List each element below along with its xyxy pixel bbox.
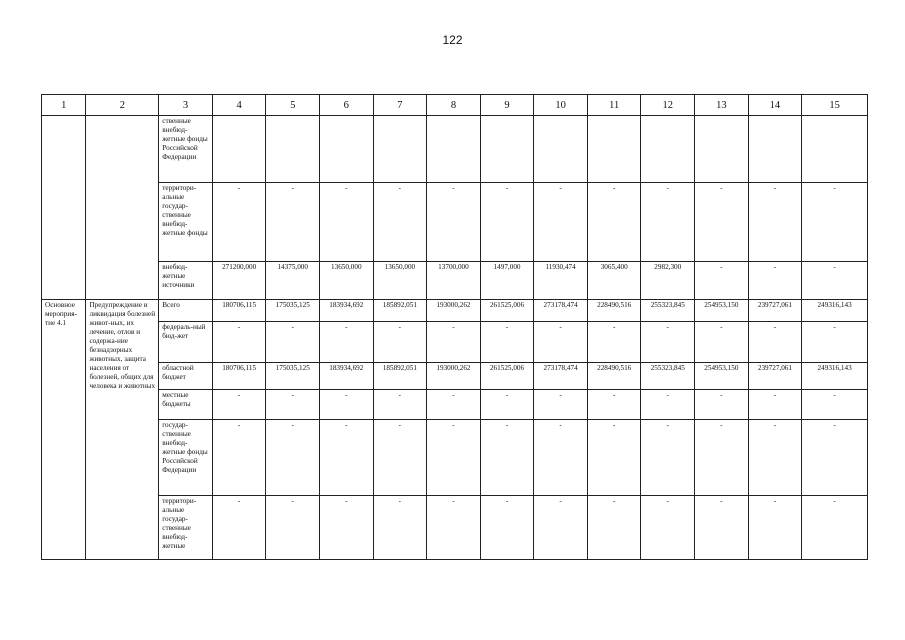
value-cell: -	[373, 183, 427, 262]
value-cell: 183934,692	[320, 363, 374, 390]
value-cell: -	[320, 420, 374, 496]
value-cell: 13650,000	[320, 262, 374, 300]
column-header: 13	[695, 95, 749, 116]
value-cell: -	[427, 390, 481, 420]
value-cell: -	[695, 183, 749, 262]
value-cell: -	[427, 496, 481, 560]
row-label: государ-ственные внебюд-жетные фонды Российской Федерации	[159, 420, 213, 496]
column-header: 12	[641, 95, 695, 116]
value-cell: -	[266, 420, 320, 496]
row-label: местные бюджеты	[159, 390, 213, 420]
value-cell: -	[695, 496, 749, 560]
value-cell: 228490,516	[587, 363, 641, 390]
header-row	[42, 95, 868, 116]
budget-table	[41, 94, 868, 560]
value-cell: -	[802, 496, 868, 560]
value-cell: -	[802, 183, 868, 262]
value-cell: 239727,061	[748, 363, 802, 390]
value-cell	[695, 116, 749, 183]
column-header: 8	[427, 95, 481, 116]
table-row	[42, 363, 868, 390]
value-cell: 13700,000	[427, 262, 481, 300]
value-cell: -	[373, 496, 427, 560]
column-header: 9	[480, 95, 534, 116]
column-header: 14	[748, 95, 802, 116]
value-cell: -	[480, 390, 534, 420]
value-cell: -	[587, 496, 641, 560]
value-cell: -	[212, 496, 266, 560]
value-cell: -	[534, 390, 588, 420]
value-cell: 239727,061	[748, 300, 802, 322]
value-cell: -	[802, 420, 868, 496]
value-cell	[427, 116, 481, 183]
value-cell: -	[373, 322, 427, 363]
value-cell: -	[748, 322, 802, 363]
value-cell: -	[695, 390, 749, 420]
value-cell: 271200,000	[212, 262, 266, 300]
value-cell: -	[534, 420, 588, 496]
value-cell: -	[427, 322, 481, 363]
table-row	[42, 262, 868, 300]
empty-cell	[86, 116, 159, 300]
value-cell: 255323,845	[641, 300, 695, 322]
column-header: 7	[373, 95, 427, 116]
value-cell: 254953,150	[695, 363, 749, 390]
column-header: 5	[266, 95, 320, 116]
row-label: внебюд-жетные источники	[159, 262, 213, 300]
value-cell	[587, 116, 641, 183]
value-cell: 255323,845	[641, 363, 695, 390]
table-row	[42, 300, 868, 322]
value-cell: -	[534, 496, 588, 560]
row-label: территори-альные государ-ственные внебюд-жетные	[159, 496, 213, 560]
column-header: 3	[159, 95, 213, 116]
value-cell: -	[212, 420, 266, 496]
measure-description: Предупреждение и ликвидация болезней живот-ных, их лечение, отлов и содержа-ние безнадзорных животных, защита населения от болезней, общих для человека и животных	[86, 300, 159, 560]
column-header: 11	[587, 95, 641, 116]
value-cell: -	[587, 420, 641, 496]
measure-name: Основное мероприя-тие 4.1	[42, 300, 86, 560]
value-cell: -	[748, 420, 802, 496]
column-header: 15	[802, 95, 868, 116]
value-cell	[802, 116, 868, 183]
value-cell: -	[748, 262, 802, 300]
value-cell: -	[427, 183, 481, 262]
value-cell	[748, 116, 802, 183]
value-cell: -	[641, 420, 695, 496]
value-cell: -	[748, 496, 802, 560]
value-cell: 185892,051	[373, 300, 427, 322]
table-row	[42, 322, 868, 363]
value-cell	[320, 116, 374, 183]
value-cell: 273178,474	[534, 363, 588, 390]
value-cell: 1497,000	[480, 262, 534, 300]
value-cell: 3065,400	[587, 262, 641, 300]
value-cell: -	[320, 390, 374, 420]
value-cell: -	[802, 262, 868, 300]
value-cell: -	[802, 322, 868, 363]
value-cell: 249316,143	[802, 300, 868, 322]
value-cell: -	[802, 390, 868, 420]
row-label: Всего	[159, 300, 213, 322]
value-cell	[373, 116, 427, 183]
value-cell: -	[266, 322, 320, 363]
value-cell: 228490,516	[587, 300, 641, 322]
row-label: областной бюджет	[159, 363, 213, 390]
value-cell: -	[587, 183, 641, 262]
table-row	[42, 116, 868, 183]
page-number: 122	[442, 33, 463, 47]
value-cell: -	[748, 183, 802, 262]
value-cell: -	[641, 390, 695, 420]
value-cell: 14375,000	[266, 262, 320, 300]
column-header: 1	[42, 95, 86, 116]
value-cell: -	[480, 322, 534, 363]
value-cell: -	[320, 183, 374, 262]
value-cell: -	[695, 262, 749, 300]
value-cell: 254953,150	[695, 300, 749, 322]
value-cell: -	[587, 390, 641, 420]
column-header: 4	[212, 95, 266, 116]
value-cell: -	[373, 390, 427, 420]
value-cell	[641, 116, 695, 183]
value-cell: -	[695, 420, 749, 496]
value-cell: -	[534, 322, 588, 363]
table-row	[42, 183, 868, 262]
value-cell: 261525,006	[480, 300, 534, 322]
value-cell: 180706,115	[212, 363, 266, 390]
value-cell: -	[695, 322, 749, 363]
value-cell: -	[266, 183, 320, 262]
value-cell	[212, 116, 266, 183]
table-row	[42, 390, 868, 420]
value-cell: -	[748, 390, 802, 420]
row-label: территори-альные государ-ственные внебюд-жетные фонды	[159, 183, 213, 262]
value-cell: -	[587, 322, 641, 363]
value-cell: -	[534, 183, 588, 262]
column-header: 10	[534, 95, 588, 116]
value-cell: -	[212, 322, 266, 363]
row-label: федераль-ный бюд-жет	[159, 322, 213, 363]
value-cell: -	[320, 322, 374, 363]
value-cell: 183934,692	[320, 300, 374, 322]
value-cell: -	[641, 183, 695, 262]
value-cell: 261525,006	[480, 363, 534, 390]
value-cell: 2982,300	[641, 262, 695, 300]
value-cell: 180706,115	[212, 300, 266, 322]
value-cell: -	[427, 420, 481, 496]
value-cell: -	[266, 390, 320, 420]
value-cell	[480, 116, 534, 183]
value-cell: 273178,474	[534, 300, 588, 322]
table-row	[42, 420, 868, 496]
value-cell	[266, 116, 320, 183]
value-cell: 249316,143	[802, 363, 868, 390]
value-cell: -	[480, 496, 534, 560]
table-body	[42, 95, 868, 560]
table-row	[42, 496, 868, 560]
value-cell: -	[480, 183, 534, 262]
value-cell: 193000,262	[427, 300, 481, 322]
column-header: 6	[320, 95, 374, 116]
column-header: 2	[86, 95, 159, 116]
value-cell: -	[641, 322, 695, 363]
value-cell: -	[320, 496, 374, 560]
value-cell: 175035,125	[266, 363, 320, 390]
value-cell: -	[212, 183, 266, 262]
value-cell: 175035,125	[266, 300, 320, 322]
value-cell: -	[641, 496, 695, 560]
value-cell: -	[373, 420, 427, 496]
row-label: ственные внебюд-жетные фонды Российской Федерации	[159, 116, 213, 183]
value-cell: -	[480, 420, 534, 496]
value-cell: 193000,262	[427, 363, 481, 390]
value-cell: -	[212, 390, 266, 420]
empty-cell	[42, 116, 86, 300]
value-cell: 13650,000	[373, 262, 427, 300]
value-cell: 185892,051	[373, 363, 427, 390]
value-cell: 11930,474	[534, 262, 588, 300]
value-cell	[534, 116, 588, 183]
value-cell: -	[266, 496, 320, 560]
